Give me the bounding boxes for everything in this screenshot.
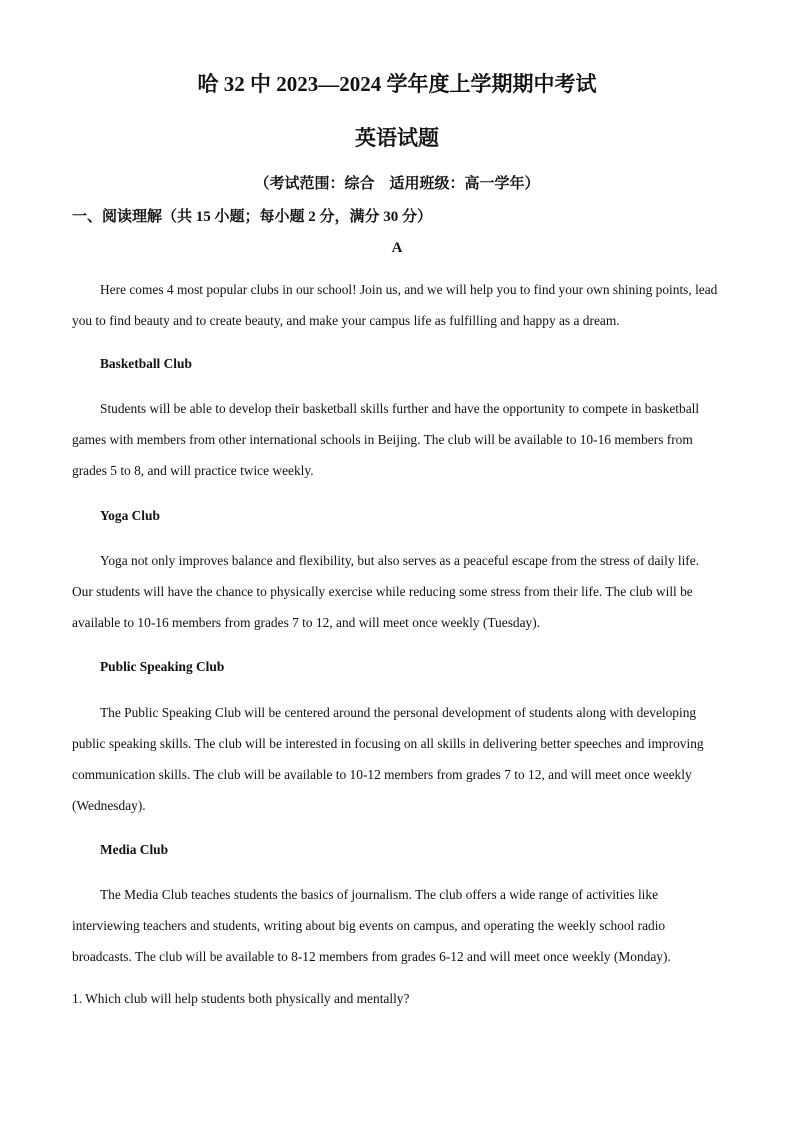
- club-description-basketball: Students will be able to develop their basketball skills further and have the opportunity to compete in basketball games with members from other international schools in Beijing. The club will be available to 10-16 members from grades 5 to 8, and will practice twice weekly.: [72, 401, 700, 478]
- club-title-yoga: Yoga Club: [100, 508, 160, 523]
- section-heading: 一、阅读理解（共 15 小题；每小题 2 分，满分 30 分）: [72, 209, 433, 225]
- club-title-media: Media Club: [100, 842, 169, 857]
- passage-part-label: A: [391, 240, 403, 256]
- exam-title: 哈 32 中 2023—2024 学年度上学期期中考试: [197, 72, 597, 96]
- exam-subject-title: 英语试题: [355, 126, 439, 150]
- club-title-public-speaking: Public Speaking Club: [100, 659, 225, 674]
- exam-scope: （考试范围：综合 适用班级：高一学年）: [254, 176, 540, 192]
- club-description-public-speaking: The Public Speaking Club will be centered around the personal development of students along with developing public speaking skills. The club will be interested in focusing on all skills in delivering better speeches and improving communication skills. The club will be available to 10-12 members from grades 7 to 12, and will meet once weekly (Wednesday).: [72, 705, 704, 813]
- club-description-yoga: Yoga not only improves balance and flexibility, but also serves as a peaceful escape from the stress of daily life. Our students will have the chance to physically exercise while reducing some stress from their life. The club will be available to 10-16 members from grades 7 to 12, and will meet once weekly (Tuesday).: [72, 553, 700, 630]
- club-title-basketball: Basketball Club: [100, 356, 192, 371]
- club-description-media: The Media Club teaches students the basics of journalism. The club offers a wide range of activities like interviewing teachers and students, writing about big events on campus, and operating the weekly school radio broadcasts. The club will be available to 8-12 members from grades 6-12 and will meet once weekly (Monday).: [72, 887, 671, 964]
- passage-intro: Here comes 4 most popular clubs in our school! Join us, and we will help you to find your own shining points, lead you to find beauty and to create beauty, and make your campus life as fulfilling and happy as a dream.: [72, 282, 718, 328]
- question-1: 1. Which club will help students both physically and mentally?: [72, 991, 410, 1006]
